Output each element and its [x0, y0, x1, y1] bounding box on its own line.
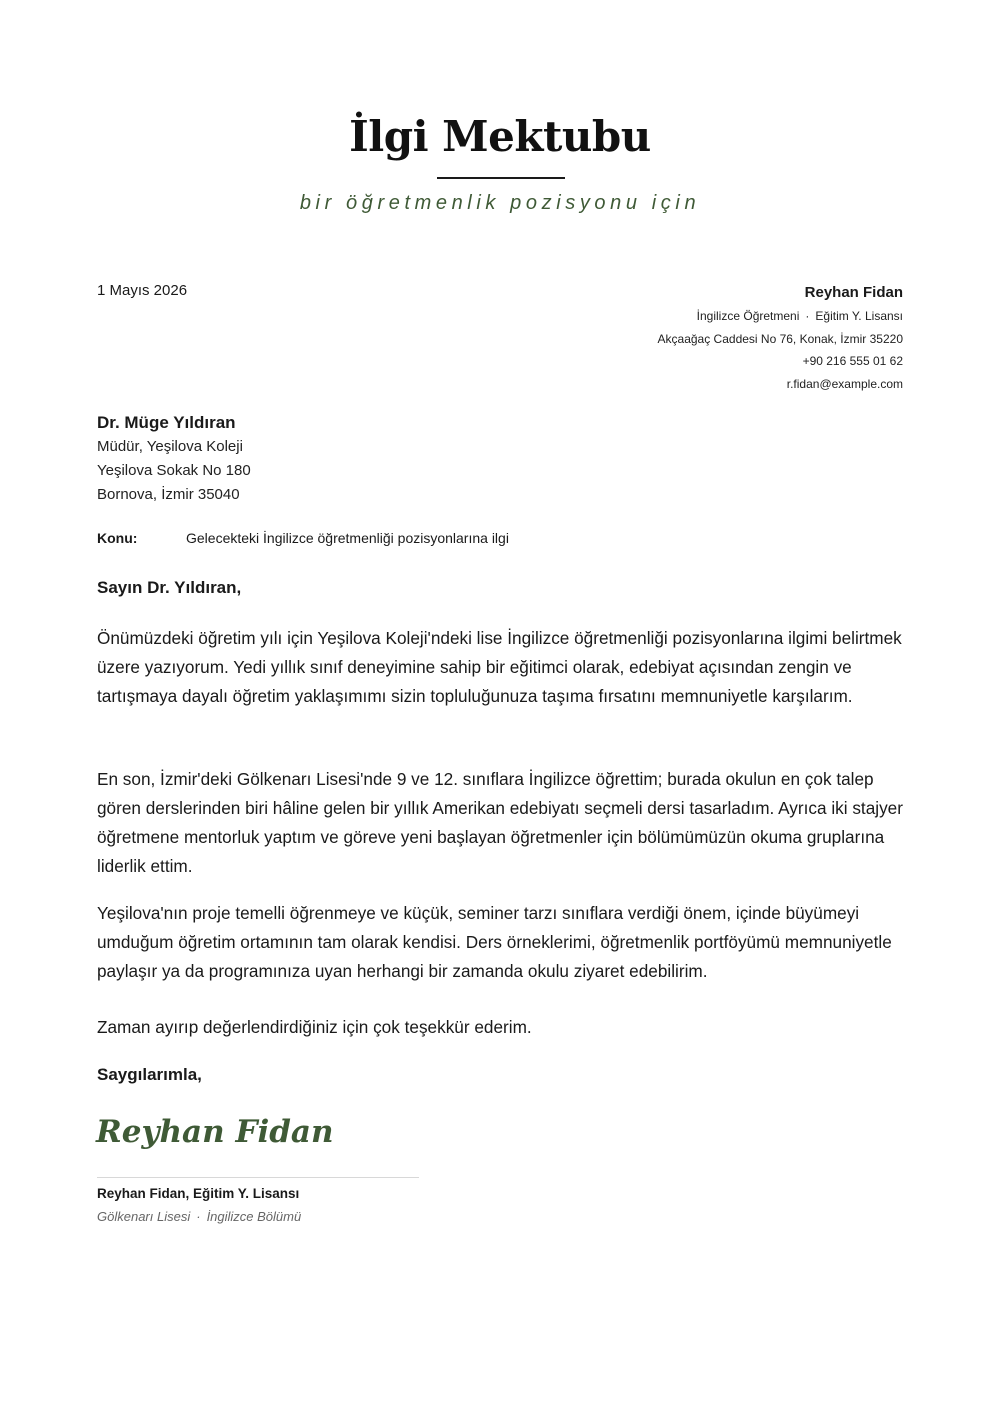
recipient-block: [97, 411, 251, 507]
sender-role-line: [658, 305, 903, 328]
sender-address: Akçaağaç Caddesi No 76, Konak, İzmir 35220: [657, 331, 903, 346]
letter-date: 1 Mayıs 2026: [97, 282, 188, 299]
sender-email: r.fidan@example.com: [786, 376, 903, 391]
body-paragraph: En son, İzmir'deki Gölkenarı Lisesi'nde 9 ve 12. sınıflara İngilizce öğrettim; burada okulun en çok talep gören derslerinden biri hâline gelen bir yıllık Amerikan edebiyatı seçmeli dersi tasarladım. Ayrıca iki stajyer öğretmene mentorluk yaptım ve göreve yeni başlayan öğretmenler için bölümümüzün okuma gruplarına liderlik ettim.: [97, 769, 903, 876]
signature-school: Gölkenarı Lisesi: [97, 1209, 191, 1224]
body-paragraph: Yeşilova'nın proje temelli öğrenmeye ve küçük, seminer tarzı sınıflara verdiği önem, içinde büyümeyi umduğum öğretim ortamının tam olarak kendisi. Ders örneklerimi, öğretmenlik portföyümü memnuniyetle paylaşır ya da programınıza uyan herhangi bir zamanda okulu ziyaret edebilirim.: [97, 903, 892, 981]
subject-label: Konu:: [97, 530, 138, 546]
separator-dot: ·: [805, 309, 810, 323]
sender-degree: Eğitim Y. Lisansı: [815, 309, 903, 323]
sender-block: [658, 283, 903, 395]
sender-name: Reyhan Fidan: [804, 284, 903, 301]
sender-phone: +90 216 555 01 62: [802, 354, 903, 368]
subject-line: [97, 530, 509, 546]
signature-script: Reyhan Fidan: [96, 1114, 334, 1150]
signature-department: İngilizce Bölümü: [206, 1209, 302, 1224]
sender-role: İngilizce Öğretmeni: [696, 309, 800, 323]
recipient-street: Yeşilova Sokak No 180: [97, 462, 251, 479]
body-paragraph: Zaman ayırıp değerlendirdiğiniz için çok teşekkür ederim.: [97, 1017, 532, 1037]
separator-dot: ·: [196, 1209, 201, 1224]
body-paragraph: Önümüzdeki öğretim yılı için Yeşilova Koleji'ndeki lise İngilizce öğretmenliği pozisyonlarına ilgimi belirtmek üzere yazıyorum. Yedi yıllık sınıf deneyimine sahip bir eğitimci olarak, edebiyat açısından zengin ve tartışmaya dayalı öğretim yaklaşımımı sizin topluluğunuza taşıma fırsatını memnuniyetle karşılarım.: [97, 628, 902, 706]
recipient-title: Müdür, Yeşilova Koleji: [97, 438, 243, 455]
signature-name: Reyhan Fidan, Eğitim Y. Lisansı: [97, 1186, 300, 1201]
recipient-city: Bornova, İzmir 35040: [97, 486, 240, 503]
recipient-name: Dr. Müge Yıldıran: [97, 413, 236, 432]
letter-title: İlgi Mektubu: [349, 112, 651, 161]
subject-text: Gelecekteki İngilizce öğretmenliği pozisyonlarına ilgi: [186, 530, 509, 546]
closing: Saygılarımla,: [97, 1065, 202, 1084]
signature-divider: [97, 1177, 419, 1178]
salutation: Sayın Dr. Yıldıran,: [97, 578, 242, 597]
letter-subtitle: bir öğretmenlik pozisyonu için: [299, 192, 701, 214]
title-divider: [437, 177, 565, 179]
signature-affiliation: [97, 1209, 301, 1224]
